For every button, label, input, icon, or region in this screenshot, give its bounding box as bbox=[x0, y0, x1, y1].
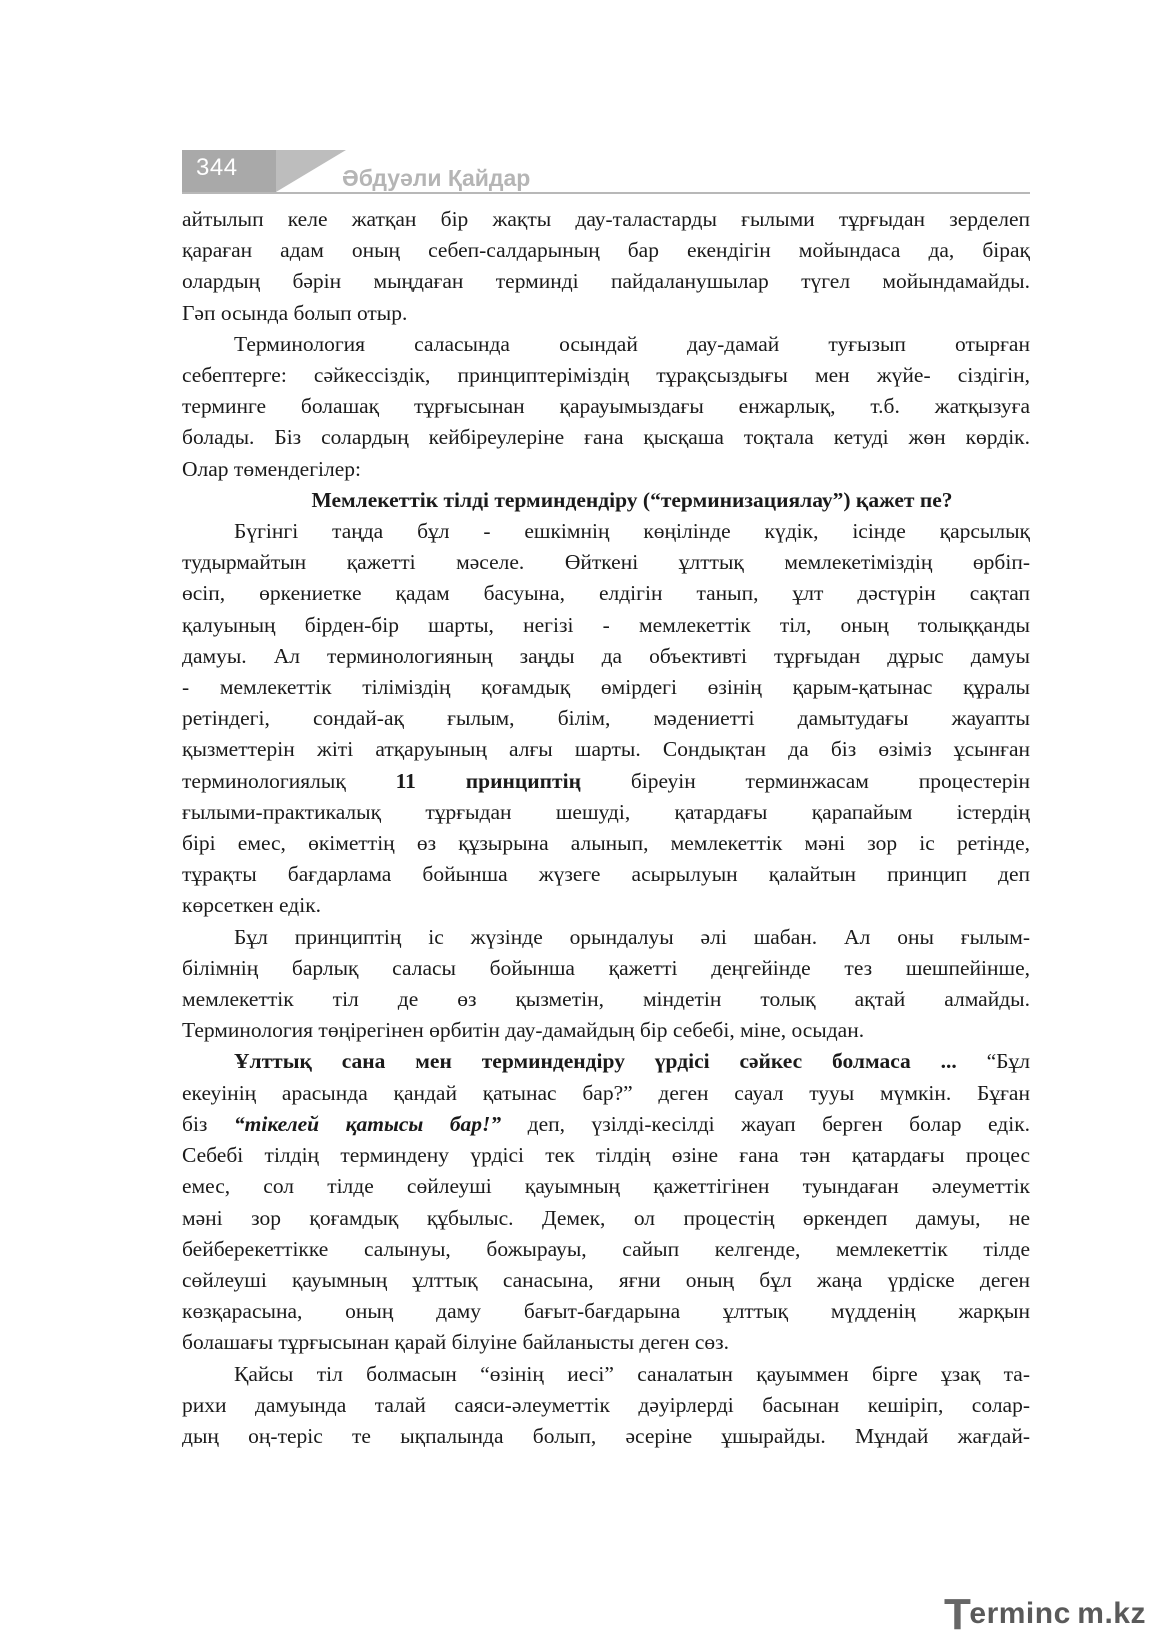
text-run: біз bbox=[182, 1111, 208, 1136]
text-line: Терминология төңірегінен өрбитін дау-дамайдың бір себебі, міне, осыдан. bbox=[182, 1018, 865, 1043]
text-line: Терминология саласында осындай дау-дамай туғызып отырған bbox=[234, 331, 1030, 356]
text-line: емес, сол тілде сөйлеуші қауымның қажеттігінен туындаған әлеуметтік bbox=[182, 1174, 1030, 1199]
text-line: өсіп, өркениетке қадам басуына, елдігін танып, ұлт дәстүрін сақтап bbox=[182, 581, 1030, 606]
text-line bbox=[182, 1046, 1030, 1077]
page-header bbox=[182, 150, 1030, 196]
text-line: олардың бәрін мыңдаған терминді пайдаланушылар түгел мойындамайды. bbox=[182, 269, 1030, 294]
text-run: терминологиялық bbox=[182, 768, 346, 793]
watermark-text: erminc m.kz bbox=[969, 1597, 1146, 1630]
text-run: деп, үзілді-кесілді жауап берген болар едік. bbox=[527, 1111, 1031, 1136]
text-line: бейберекеттікке салынуы, божырауы, сайып келгенде, мемлекеттік тілде bbox=[182, 1236, 1030, 1261]
text-line: Себебі тілдің терминдену үрдісі тек тілдің өзіне ғана тән қатардағы процес bbox=[182, 1143, 1030, 1168]
header-rule bbox=[182, 192, 1030, 194]
text-line: Бұл принциптің іс жүзінде орындалуы әлі шабан. Ал оны ғылым- bbox=[234, 924, 1030, 949]
bold-phrase: 11 принциптің bbox=[395, 768, 581, 793]
page-tab-slope bbox=[276, 150, 346, 192]
text-line bbox=[182, 766, 1030, 797]
paragraph-2 bbox=[182, 329, 1030, 485]
text-line: қараған адам оның себеп-салдарының бар екендігін мойындаса да, бірақ bbox=[182, 238, 1030, 263]
text-line bbox=[182, 1109, 1030, 1140]
text-line: дамуы. Ал терминологияның заңды да объективті тұрғыдан дұрыс дамуы bbox=[182, 643, 1030, 668]
text-line: қызметтерін жіті атқаруының алғы шарты. Сондықтан да біз өзіміз ұсынған bbox=[182, 737, 1030, 762]
text-line: болады. Біз солардың кейбіреулеріне ғана қысқаша тоқтала кетуді жөн көрдік. bbox=[182, 425, 1030, 450]
bold-phrase: Ұлттық сана мен терминдендіру үрдісі сәйкес болмаса ... bbox=[234, 1049, 957, 1074]
text-line: бірі емес, өкіметтің өз құзырына алынып, мемлекеттік мәні зор іс ретінде, bbox=[182, 831, 1030, 856]
text-line: сөйлеуші қауымның ұлттық санасына, яғни оның бұл жаңа үрдіске деген bbox=[182, 1267, 1030, 1292]
running-head-author: Әбдуәли Қайдар bbox=[342, 165, 531, 191]
text-line: Гәп осында болып отыр. bbox=[182, 300, 408, 325]
bold-italic-phrase: “тікелей қатысы бар!” bbox=[233, 1111, 502, 1136]
text-line: білімнің барлық саласы бойынша қажетті деңгейінде тез шешпейінше, bbox=[182, 955, 1030, 980]
text-run: “Бұл bbox=[986, 1049, 1030, 1074]
site-watermark bbox=[944, 1590, 1146, 1640]
text-line: тұрақты бағдарлама бойынша жүзеге асырылуын қалайтын принцип деп bbox=[182, 862, 1030, 887]
paragraph-3 bbox=[182, 516, 1030, 922]
paragraph-1 bbox=[182, 204, 1030, 329]
text-line: айтылып келе жатқан бір жақты дау-таластарды ғылыми тұрғыдан зерделеп bbox=[182, 207, 1030, 231]
paragraph-5 bbox=[182, 1046, 1030, 1358]
paragraph-6 bbox=[182, 1359, 1030, 1453]
paragraph-4 bbox=[182, 922, 1030, 1047]
section-heading: Мемлекеттік тілді терминдендіру (“терминизациялау”) қажет пе? bbox=[311, 487, 953, 512]
watermark-t-glyph: T bbox=[944, 1590, 972, 1639]
text-line: - мемлекеттік тіліміздің қоғамдық өмірдегі өзінің қарым-қатынас құралы bbox=[182, 675, 1030, 700]
text-run: біреуін терминжасам процестерін bbox=[630, 768, 1031, 793]
text-line: көзқарасына, оның даму бағыт-бағдарына ұлттық мүдденің жарқын bbox=[182, 1299, 1030, 1324]
text-line: қалуының бірден-бір шарты, негізі - мемлекеттік тіл, оның толыққанды bbox=[182, 612, 1030, 637]
text-line: Олар төмендегілер: bbox=[182, 456, 361, 481]
text-line: мемлекеттік тіл де өз қызметін, міндетін толық ақтай алмайды. bbox=[182, 987, 1030, 1012]
text-line: мәні зор қоғамдық құбылыс. Демек, ол процестің өркендеп дамуы, не bbox=[182, 1205, 1030, 1230]
text-line: екеуінің арасында қандай қатынас бар?” деген сауал тууы мүмкін. Бұған bbox=[182, 1080, 1030, 1105]
text-line: Бүгінгі таңда бұл - ешкімнің көңілінде күдік, ісінде қарсылық bbox=[234, 519, 1030, 544]
page-body bbox=[182, 204, 1030, 1452]
text-line: ретіндегі, сондай-ақ ғылым, білім, мәдениетті дамытудағы жауапты bbox=[182, 706, 1030, 731]
text-line: болашағы тұрғысынан қарай білуіне байланысты деген сөз. bbox=[182, 1330, 730, 1355]
text-line: рихи дамуында талай саяси-әлеуметтік дәуірлерді басынан кешіріп, солар- bbox=[182, 1392, 1030, 1417]
text-line: көрсеткен едік. bbox=[182, 893, 322, 918]
text-line: тудырмайтын қажетті мәселе. Өйткені ұлттық мемлекетіміздің өрбіп- bbox=[182, 550, 1030, 575]
text-line: себептерге: сәйкессіздік, принциптеріміздің тұрақсыздығы мен жүйе- сіздігін, bbox=[182, 363, 1030, 388]
text-line: ғылыми-практикалық тұрғыдан шешуді, қатардағы қарапайым істердің bbox=[182, 799, 1030, 824]
text-line: дың оң-теріс те ықпалында болып, әсеріне ұшырайды. Мұндай жағдай- bbox=[182, 1423, 1030, 1448]
text-line: Қайсы тіл болмасын “өзінің иесі” саналатын қауыммен бірге ұзақ та- bbox=[234, 1361, 1030, 1386]
page-number: 344 bbox=[196, 154, 238, 181]
text-line: терминге болашақ тұрғысынан қарауымыздағы енжарлық, т.б. жатқызуға bbox=[182, 394, 1030, 419]
